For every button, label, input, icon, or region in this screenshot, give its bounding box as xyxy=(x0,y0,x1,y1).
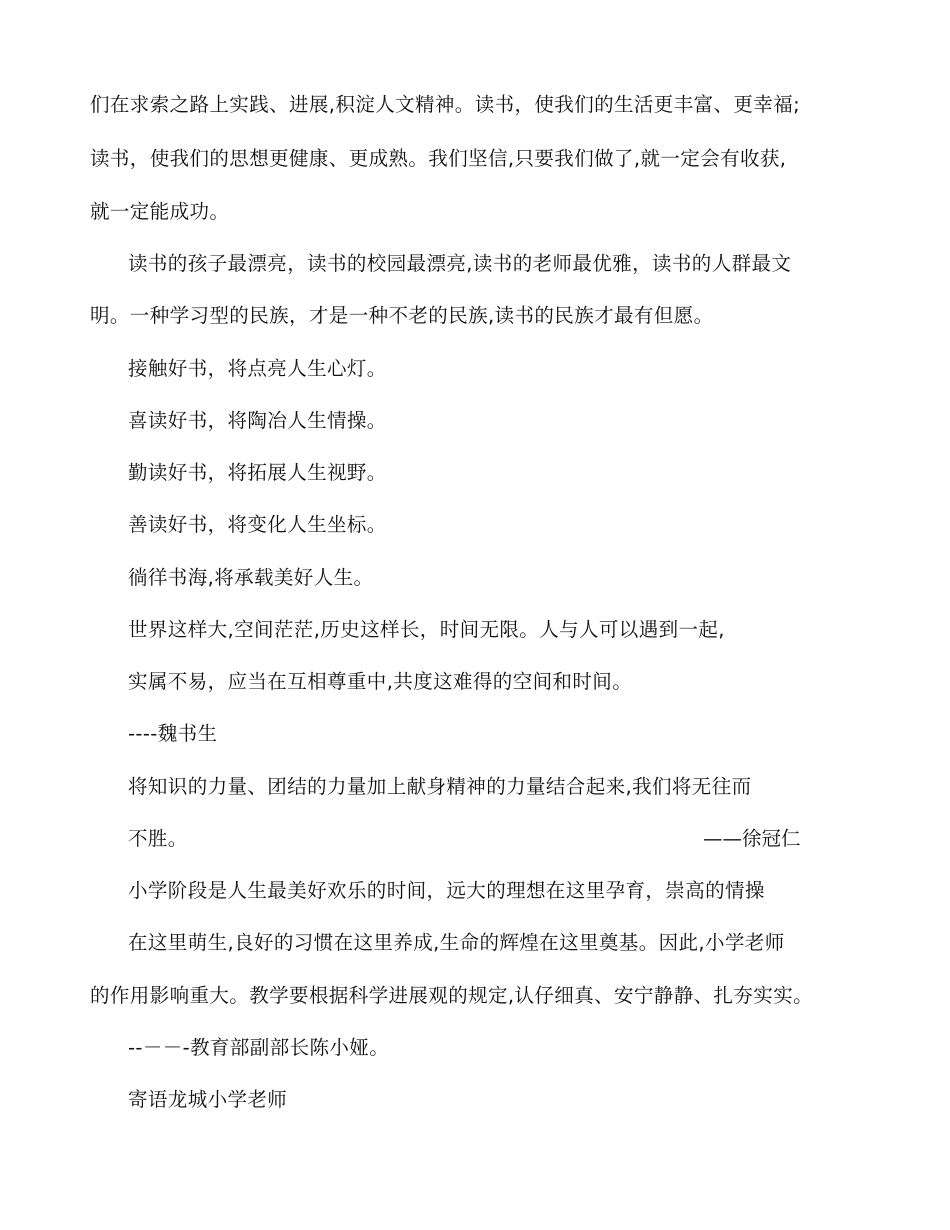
text-line-6: 接触好书，将点亮人生心灯。 xyxy=(128,357,387,380)
text-line-14: 将知识的力量、团结的力量加上献身精神的力量结合起来,我们将无往而 xyxy=(128,775,752,798)
text-line-3: 就一定能成功。 xyxy=(90,200,230,223)
text-line-16: 小学阶段是人生最美好欢乐的时间，远大的理想在这里孕育，崇高的情操 xyxy=(128,879,765,902)
text-line-2: 读书，使我们的思想更健康、更成熟。我们坚信,只要我们做了,就一定会有收获, xyxy=(90,147,787,170)
text-line-11: 世界这样大,空间茫茫,历史这样长，时间无限。人与人可以遇到一起, xyxy=(128,618,725,641)
attribution-chen: --－－-教育部副部长陈小娅。 xyxy=(128,1036,390,1059)
text-line-5: 明。一种学习型的民族，才是一种不老的民族,读书的民族才最有但愿。 xyxy=(90,304,714,327)
attribution-wei: ----魏书生 xyxy=(128,722,218,745)
text-line-1: 们在求索之路上实践、进展,积淀人文精神。读书，使我们的生活更丰富、更幸福; xyxy=(90,93,801,116)
text-line-17: 在这里萌生,良好的习惯在这里养成,生命的辉煌在这里奠基。因此,小学老师 xyxy=(128,931,785,954)
text-line-18: 的作用影响重大。教学要根据科学进展观的规定,认仔细真、安宁静静、扎夯实实。 xyxy=(90,984,813,1007)
text-line-8: 勤读好书，将拓展人生视野。 xyxy=(128,461,387,484)
text-line-9: 善读好书，将变化人生坐标。 xyxy=(128,513,387,536)
closing-heading: 寄语龙城小学老师 xyxy=(128,1088,288,1111)
text-line-15: 不胜。 xyxy=(128,827,188,850)
text-line-10: 徜徉书海,将承载美好人生。 xyxy=(128,566,374,589)
text-line-4: 读书的孩子最漂亮，读书的校园最漂亮,读书的老师最优雅，读书的人群最文 xyxy=(128,252,792,275)
text-line-7: 喜读好书，将陶冶人生情操。 xyxy=(128,409,387,432)
attribution-xu: ——徐冠仁 xyxy=(703,827,801,850)
text-line-12: 实属不易，应当在互相尊重中,共度这难得的空间和时间。 xyxy=(128,670,633,693)
